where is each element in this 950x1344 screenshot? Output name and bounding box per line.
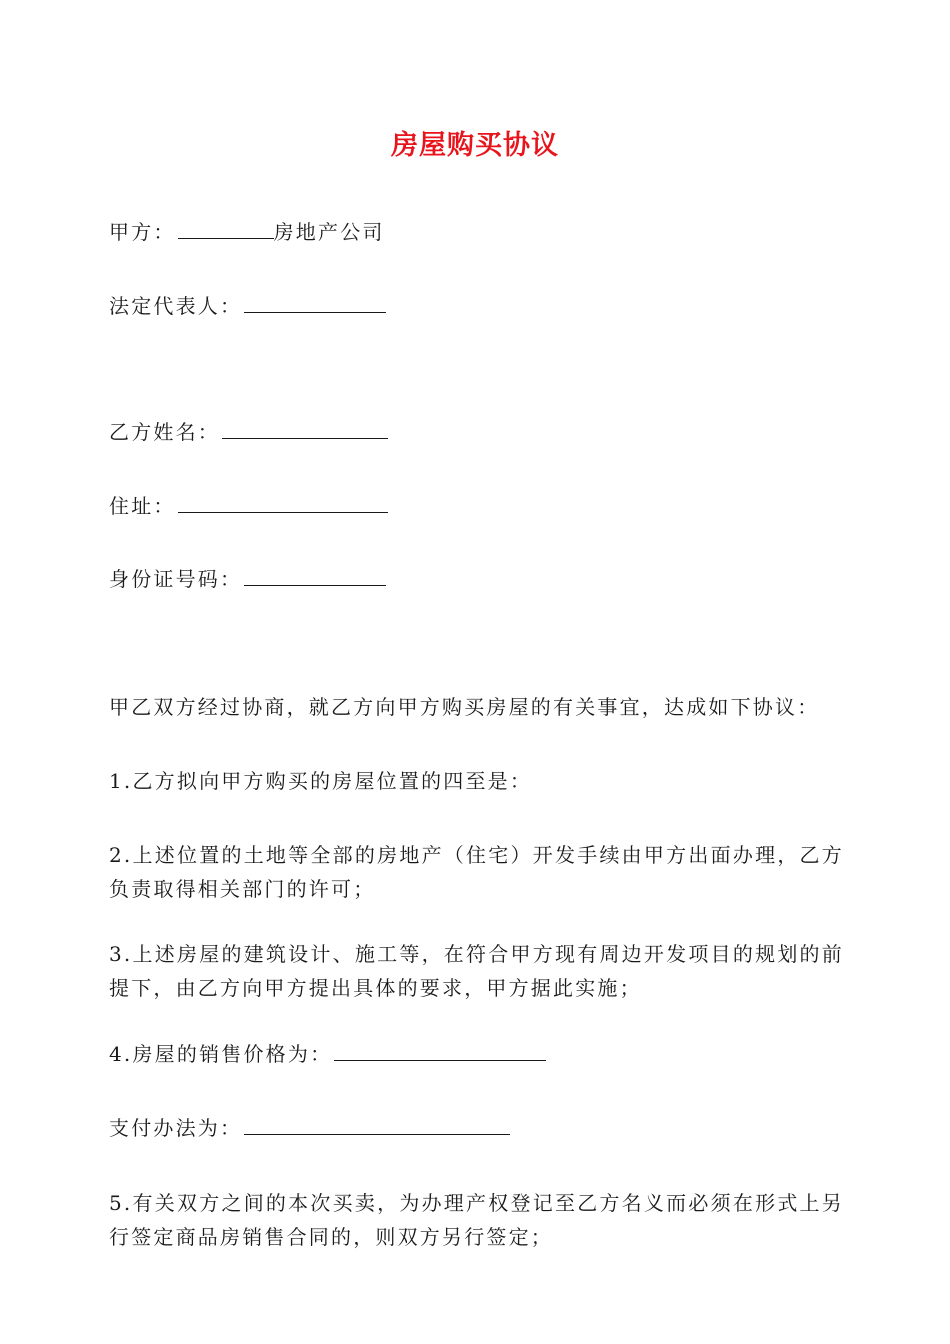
- address-blank[interactable]: [178, 494, 388, 513]
- legal-rep-blank[interactable]: [244, 294, 386, 313]
- id-number-label: 身份证号码：: [109, 567, 243, 591]
- legal-rep-line: [109, 289, 844, 323]
- clause-1: 1.乙方拟向甲方购买的房屋位置的四至是：: [109, 769, 533, 793]
- clause-3: 3.上述房屋的建筑设计、施工等，在符合甲方现有周边开发项目的规划的前提下，由乙方向甲方提出具体的要求，甲方据此实施；: [109, 942, 844, 1000]
- address-label: 住址：: [109, 494, 176, 518]
- address-line: [109, 489, 844, 523]
- payment-blank[interactable]: [244, 1116, 510, 1135]
- party-a-line: [109, 215, 844, 249]
- clause-4-label: 4.房屋的销售价格为：: [109, 1042, 333, 1066]
- payment-label: 支付办法为：: [109, 1116, 243, 1140]
- clause-4-line: [109, 1037, 844, 1071]
- party-a-label: 甲方：: [109, 220, 176, 244]
- legal-rep-label: 法定代表人：: [109, 294, 243, 318]
- clause-5: 5.有关双方之间的本次买卖，为办理产权登记至乙方名义而必须在形式上另行签定商品房销售合同的，则双方另行签定；: [109, 1191, 844, 1249]
- party-b-name-blank[interactable]: [222, 420, 388, 439]
- party-a-suffix: 房地产公司: [273, 220, 385, 244]
- party-b-name-line: [109, 415, 844, 449]
- payment-line: [109, 1111, 844, 1145]
- party-a-blank[interactable]: [178, 220, 274, 239]
- party-b-name-label: 乙方姓名：: [109, 420, 220, 444]
- clause-2: 2.上述位置的土地等全部的房地产（住宅）开发手续由甲方出面办理，乙方负责取得相关部门的许可；: [109, 843, 844, 901]
- price-blank[interactable]: [334, 1042, 546, 1061]
- intro-paragraph: 甲乙双方经过协商，就乙方向甲方购买房屋的有关事宜，达成如下协议：: [109, 695, 820, 719]
- id-number-blank[interactable]: [244, 567, 386, 586]
- document-title: 房屋购买协议: [391, 130, 559, 161]
- id-number-line: [109, 562, 844, 596]
